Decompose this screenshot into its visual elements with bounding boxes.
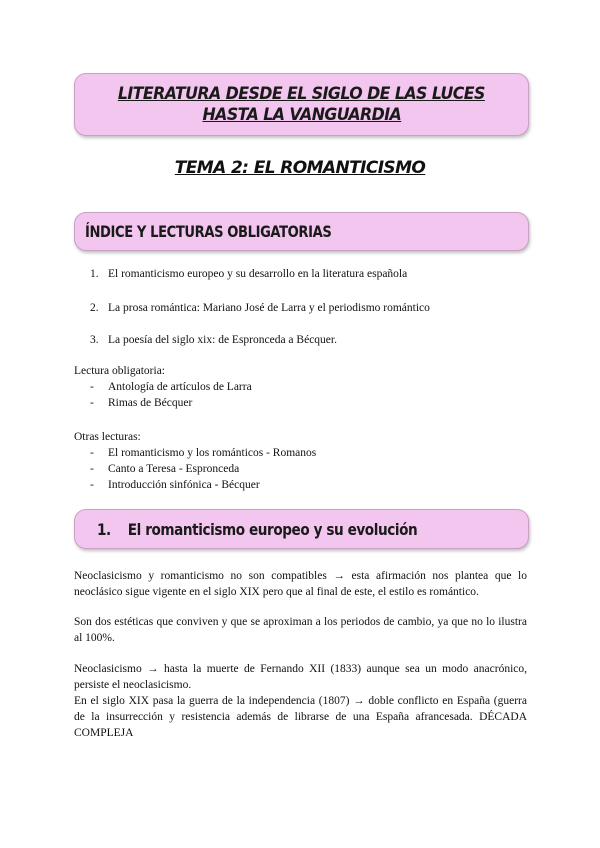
index-heading-banner	[74, 212, 529, 251]
paragraph: Neoclasicismo → hasta la muerte de Fernando XII (1833) aunque sea un modo anacrónico, persiste el neoclasicismo.	[74, 663, 527, 691]
list-item: - Canto a Teresa - Espronceda	[90, 463, 240, 475]
index-item-number: 3.	[90, 334, 99, 346]
list-item-text: Canto a Teresa - Espronceda	[108, 463, 240, 475]
other-readings-label: Otras lecturas:	[74, 431, 141, 443]
section-1-title: El romanticismo europeo y su evolución	[127, 519, 418, 539]
list-item-text: El romanticismo y los románticos - Romanos	[108, 447, 317, 459]
mandatory-reading-block	[74, 363, 252, 411]
list-item-text: Introducción sinfónica - Bécquer	[108, 479, 260, 491]
index-item-text: La poesía del siglo xix: de Espronceda a Bécquer.	[108, 334, 337, 346]
index-item	[90, 334, 337, 346]
list-item: - El romanticismo y los románticos - Romanos	[90, 447, 317, 459]
section-1-banner	[74, 509, 529, 549]
title-banner	[74, 73, 529, 136]
index-heading: ÍNDICE Y LECTURAS OBLIGATORIAS	[85, 222, 332, 241]
list-item: - Rimas de Bécquer	[90, 397, 193, 409]
topic-subtitle: TEMA 2: EL ROMANTICISMO	[174, 158, 426, 178]
list-item-text: Rimas de Bécquer	[108, 397, 193, 409]
index-item-number: 2.	[90, 302, 99, 314]
document-title-line-2: HASTA LA VANGUARDIA	[202, 104, 401, 125]
index-item-text: La prosa romántica: Mariano José de Larra y el periodismo romántico	[108, 302, 430, 314]
list-item: - Antología de artículos de Larra	[90, 381, 252, 393]
section-1-number: 1.	[97, 519, 111, 539]
document-title-line-1: LITERATURA DESDE EL SIGLO DE LAS LUCES	[117, 83, 486, 104]
paragraph: En el siglo XIX pasa la guerra de la independencia (1807) → doble conflicto en España (guerra de la insurrección y resistencia además de librarse de una España afrancesada. DÉCADA COMPLEJA	[74, 695, 527, 739]
list-item-text: Antología de artículos de Larra	[108, 381, 252, 393]
list-item: - Introducción sinfónica - Bécquer	[90, 479, 260, 491]
index-item-text: El romanticismo europeo y su desarrollo en la literatura española	[108, 268, 408, 280]
index-item	[90, 268, 407, 280]
index-item	[90, 302, 430, 314]
paragraph: Son dos estéticas que conviven y que se aproximan a los periodos de cambio, ya que no lo ilustra al 100%.	[74, 616, 527, 644]
section-1-heading	[97, 520, 417, 539]
index-item-number: 1.	[90, 268, 99, 280]
paragraph: Neoclasicismo y romanticismo no son compatibles → esta afirmación nos plantea que lo neoclásico sigue vigente en el siglo XIX pero que al final de este, el estilo es romántico.	[74, 570, 527, 598]
mandatory-reading-label: Lectura obligatoria:	[74, 365, 166, 377]
other-readings-block	[74, 429, 316, 493]
